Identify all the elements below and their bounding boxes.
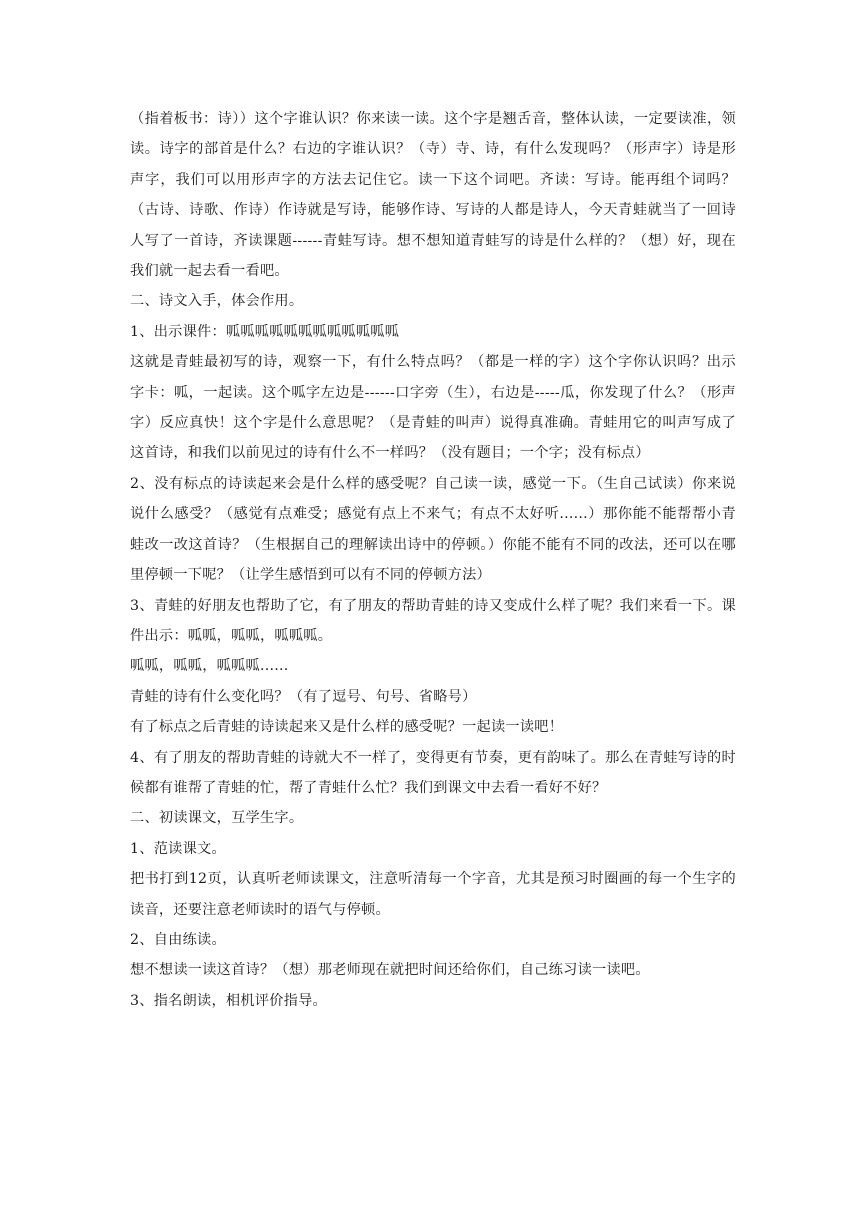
paragraph-intro: （指着板书：诗））这个字谁认识？你来读一读。这个字是翘舌音，整体认读，一定要读准，领读。诗字的部首是什么？右边的字谁认识？（寺）寺、诗，有什么发现吗？（形声字）诗是形声字，我们可以用形声字的方法去记住它。读一下这个词吧。齐读：写诗。能再组个词吗？（古诗、诗歌、作诗）作诗就是写诗，能够作诗、写诗的人都是诗人，今天青蛙就当了一回诗人写了一首诗，齐读课题------青蛙写诗。想不想知道青蛙写的诗是什么样的？（想）好，现在我们就一起去看一看吧。 [130,111,736,280]
section-heading-2: 二、诗文入手，体会作用。 [130,293,304,310]
section-heading-initial-reading: 二、初读课文，互学生字。 [130,810,304,827]
poem-line: 呱呱，呱呱，呱呱呱...... [130,658,289,675]
step-1-courseware: 1、出示课件：呱呱呱呱呱呱呱呱呱呱呱呱 [130,323,400,340]
step-3-friends: 3、青蛙的好朋友也帮助了它，有了朋友的帮助青蛙的诗又变成什么样了呢？我们来看一下。课件出示：呱呱，呱呱，呱呱呱。 [130,597,736,644]
paragraph-read-together: 有了标点之后青蛙的诗读起来又是什么样的感受呢？一起读一读吧！ [130,719,564,736]
paragraph-open-book: 把书打到12页，认真听老师读课文，注意听清每一个字音，尤其是预习时圈画的每一个生字的读音，还要注意老师读时的语气与停顿。 [130,871,736,918]
step-3-named-reading: 3、指名朗读，相机评价指导。 [130,992,327,1009]
document-page [130,104,736,1016]
step-4-rhythm: 4、有了朋友的帮助青蛙的诗就大不一样了，变得更有节奏，更有韵味了。那么在青蛙写诗的时候都有谁帮了青蛙的忙，帮了青蛙什么忙？我们到课文中去看一看好不好？ [130,749,736,796]
question-changes: 青蛙的诗有什么变化吗？（有了逗号、句号、省略号） [130,688,477,705]
step-1-model-reading: 1、范读课文。 [130,840,226,857]
step-2-free-practice: 2、自由练读。 [130,931,226,948]
paragraph-practice: 想不想读一读这首诗？（想）那老师现在就把时间还给你们，自己练习读一读吧。 [130,962,650,979]
paragraph-observe: 这就是青蛙最初写的诗，观察一下，有什么特点吗？（都是一样的字）这个字你认识吗？出示字卡：呱，一起读。这个呱字左边是------口字旁（生），右边是-----瓜，你发现了什么？（形声字）反应真快！这个字是什么意思呢？（是青蛙的叫声）说得真准确。青蛙用它的叫声写成了这首诗，和我们以前见过的诗有什么不一样吗？（没有题目；一个字；没有标点） [130,354,736,462]
step-2-punctuation: 2、没有标点的诗读起来会是什么样的感受呢？自己读一读，感觉一下。（生自己试读）你来说说什么感受？（感觉有点难受；感觉有点上不来气；有点不太好听......）那你能不能帮帮小青蛙改一改这首诗？（生根据自己的理解读出诗中的停顿。）你能不能有不同的改法，还可以在哪里停顿一下呢？（让学生感悟到可以有不同的停顿方法） [130,475,736,584]
